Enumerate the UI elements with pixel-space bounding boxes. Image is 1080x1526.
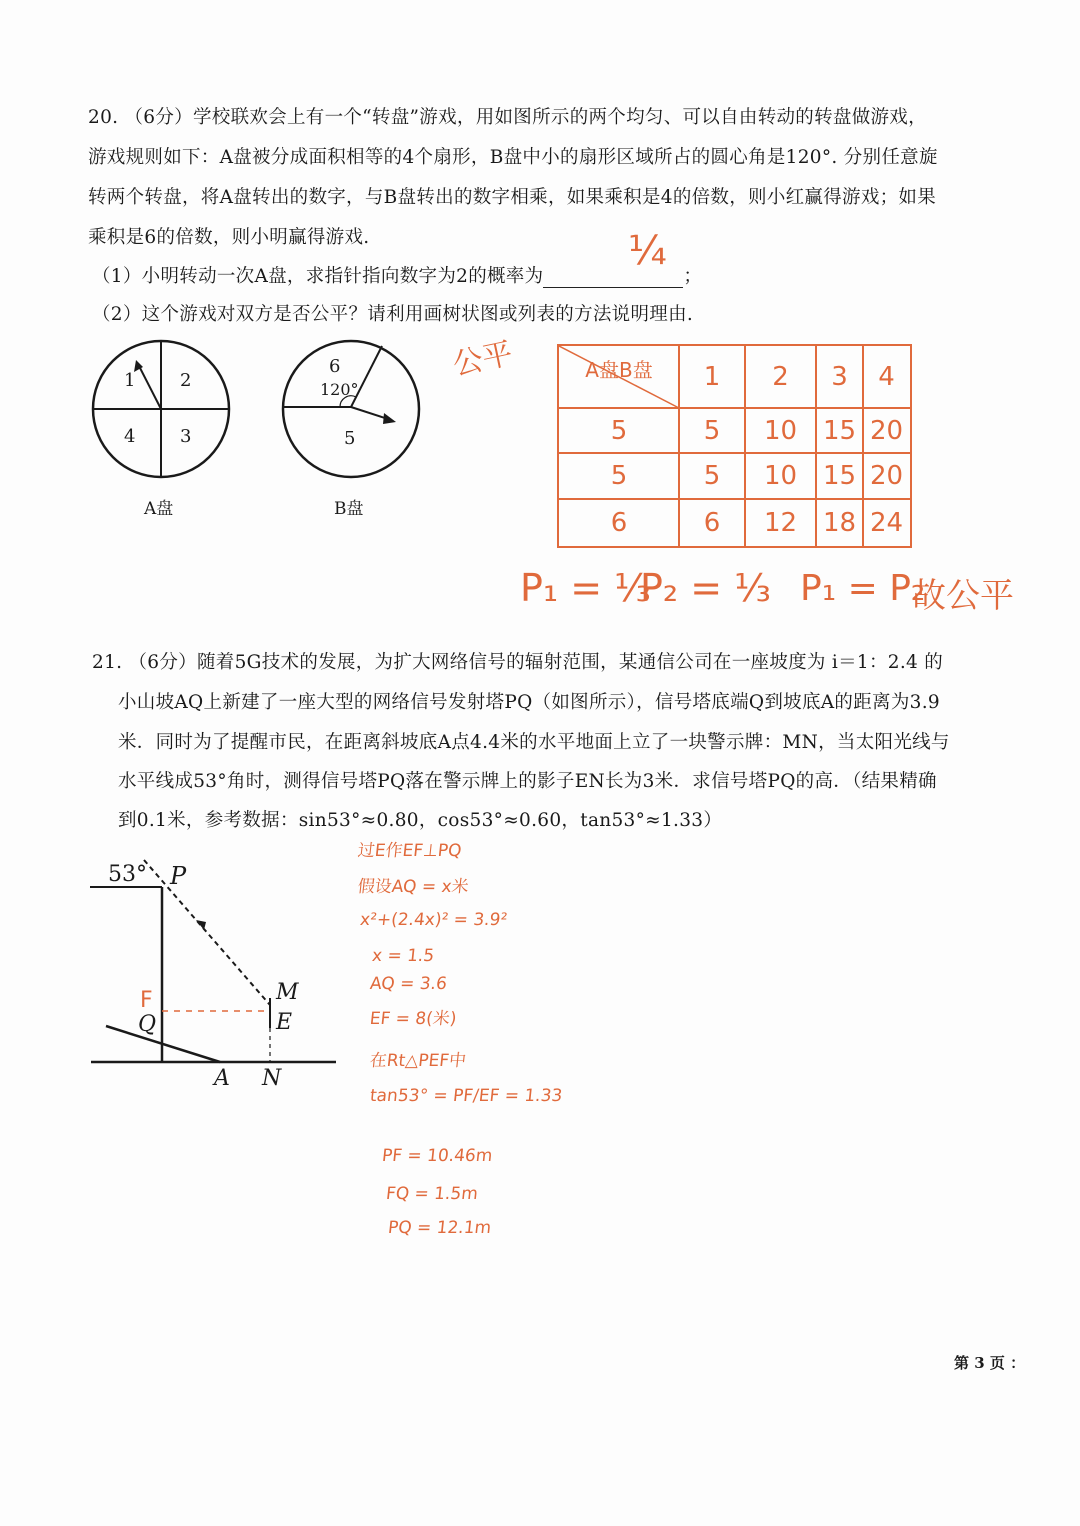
hw-table-cell: 15	[822, 415, 857, 446]
hw-step: 在Rt△PEF中	[368, 1051, 468, 1071]
wheel-b-circle	[283, 341, 419, 477]
q20-part-2: （2）这个游戏对双方是否公平？请利用画树状图或列表的方法说明理由.	[92, 304, 694, 325]
wheel-b-num-5: 5	[344, 428, 356, 449]
wheel-a-caption: A盘	[144, 499, 174, 519]
q21-line-2: 小山坡AQ上新建了一座大型的网络信号发射塔PQ（如图所示），信号塔底端Q到坡底A的距离为3.9	[118, 692, 940, 713]
hw-table-cell: 10	[763, 415, 798, 446]
page-number: 第 3 页 ：	[954, 1354, 1026, 1372]
q20-line-4: 乘积是6的倍数，则小明赢得游戏.	[88, 227, 370, 248]
hw-table-header: 3	[831, 362, 848, 392]
fig-angle-label: 53°	[108, 862, 147, 887]
hw-step: 过E作EF⊥PQ	[356, 841, 463, 861]
hw-step: tan53° = PF/EF = 1.33	[368, 1086, 564, 1106]
hw-step: x = 1.5	[370, 946, 436, 966]
q20-line-1: 20. （6分）学校联欢会上有一个“转盘”游戏，用如图所示的两个均匀、可以自由转动的转盘做游戏，	[88, 107, 927, 128]
q20-line-3: 转两个转盘，将A盘转出的数字，与B盘转出的数字相乘，如果乘积是4的倍数，则小红赢得游戏；如果	[88, 187, 937, 208]
wheel-a-pointer	[138, 364, 161, 409]
hw-step: AQ = 3.6	[368, 974, 448, 994]
wheel-b-angle: 120°	[320, 380, 359, 399]
hw-step: x²+(2.4x)² = 3.9²	[358, 910, 509, 930]
hw-step: PF = 10.46m	[380, 1146, 494, 1166]
hw-table-cell: 5	[703, 415, 721, 446]
hw-table-cell: 15	[822, 461, 857, 491]
hw-verdict-fair: 公平	[449, 336, 516, 383]
wheel-b-pointer-head	[383, 413, 396, 424]
hw-p1: P₁ = ⅓	[520, 566, 651, 610]
q20-part-1	[92, 262, 702, 288]
wheel-a-num-4: 4	[124, 426, 136, 447]
wheel-a-num-3: 3	[180, 426, 192, 447]
fig-label-n: N	[262, 1066, 282, 1091]
hw-step: FQ = 1.5m	[384, 1184, 479, 1204]
q21-line-5: 到0.1米，参考数据：sin53°≈0.80，cos53°≈0.60，tan53°≈1.33）	[118, 810, 723, 831]
hw-table-row-label: 5	[610, 461, 628, 491]
hw-p2: P₂ = ⅓	[640, 566, 771, 610]
hw-table-header: 1	[703, 362, 721, 392]
wheel-a-diagram	[88, 336, 238, 486]
hw-answer-quarter: ¼	[628, 228, 667, 274]
hw-product-table	[557, 344, 912, 548]
q20-part-1-text: （1）小明转动一次A盘，求指针指向数字为2的概率为	[92, 266, 544, 287]
wheel-a-num-2: 2	[180, 370, 192, 391]
q21-line-1: 21. （6分）随着5G技术的发展，为扩大网络信号的辐射范围，某通信公司在一座坡度为 i＝1：2.4 的	[92, 652, 944, 673]
fig-label-f: F	[140, 988, 153, 1013]
hw-conclusion: 故公平	[912, 576, 1014, 616]
hw-table-corner: A盘B盘	[585, 357, 653, 382]
fig-label-q: Q	[138, 1012, 157, 1037]
hw-table-header: 2	[772, 362, 789, 392]
hw-table-cell: 18	[822, 507, 857, 538]
fig-label-p: P	[170, 862, 187, 890]
hw-table-cell: 12	[763, 507, 798, 538]
hw-table-cell: 20	[869, 461, 904, 491]
wheel-b-num-6: 6	[329, 356, 341, 377]
wheel-a-num-1: 1	[124, 370, 136, 391]
hw-table-cell: 5	[703, 461, 721, 491]
q21-line-3: 米．同时为了提醒市民，在距离斜坡底A点4.4米的水平地面上立了一块警示牌：MN，当太阳光线与	[118, 732, 950, 753]
wheel-b-diagram	[278, 336, 428, 486]
hw-table-cell: 6	[703, 507, 721, 538]
fig-label-e: E	[276, 1010, 293, 1035]
q20-line-2: 游戏规则如下：A盘被分成面积相等的4个扇形，B盘中小的扇形区域所占的圆心角是120°. 分别任意旋	[88, 147, 938, 168]
hw-step: 假设AQ = x米	[356, 877, 470, 897]
hw-p-equal: P₁ = P₂	[800, 568, 926, 609]
hw-table-row-label: 6	[610, 507, 628, 538]
hw-step: EF = 8(米)	[368, 1009, 458, 1029]
hw-table-cell: 10	[763, 461, 798, 491]
fig-label-m: M	[276, 980, 299, 1005]
wheel-b-caption: B盘	[334, 499, 364, 519]
q20-part-1-end: ；	[683, 266, 703, 287]
hw-table-row-label: 5	[610, 415, 628, 446]
fig-label-a: A	[214, 1066, 230, 1091]
hw-table-cell: 20	[869, 415, 904, 446]
hw-table-cell: 24	[869, 507, 904, 538]
hw-table-header: 4	[878, 362, 895, 392]
hw-step: PQ = 12.1m	[386, 1218, 493, 1238]
q21-line-4: 水平线成53°角时，测得信号塔PQ落在警示牌上的影子EN长为3米．求信号塔PQ的高．（结果精确	[118, 771, 937, 792]
